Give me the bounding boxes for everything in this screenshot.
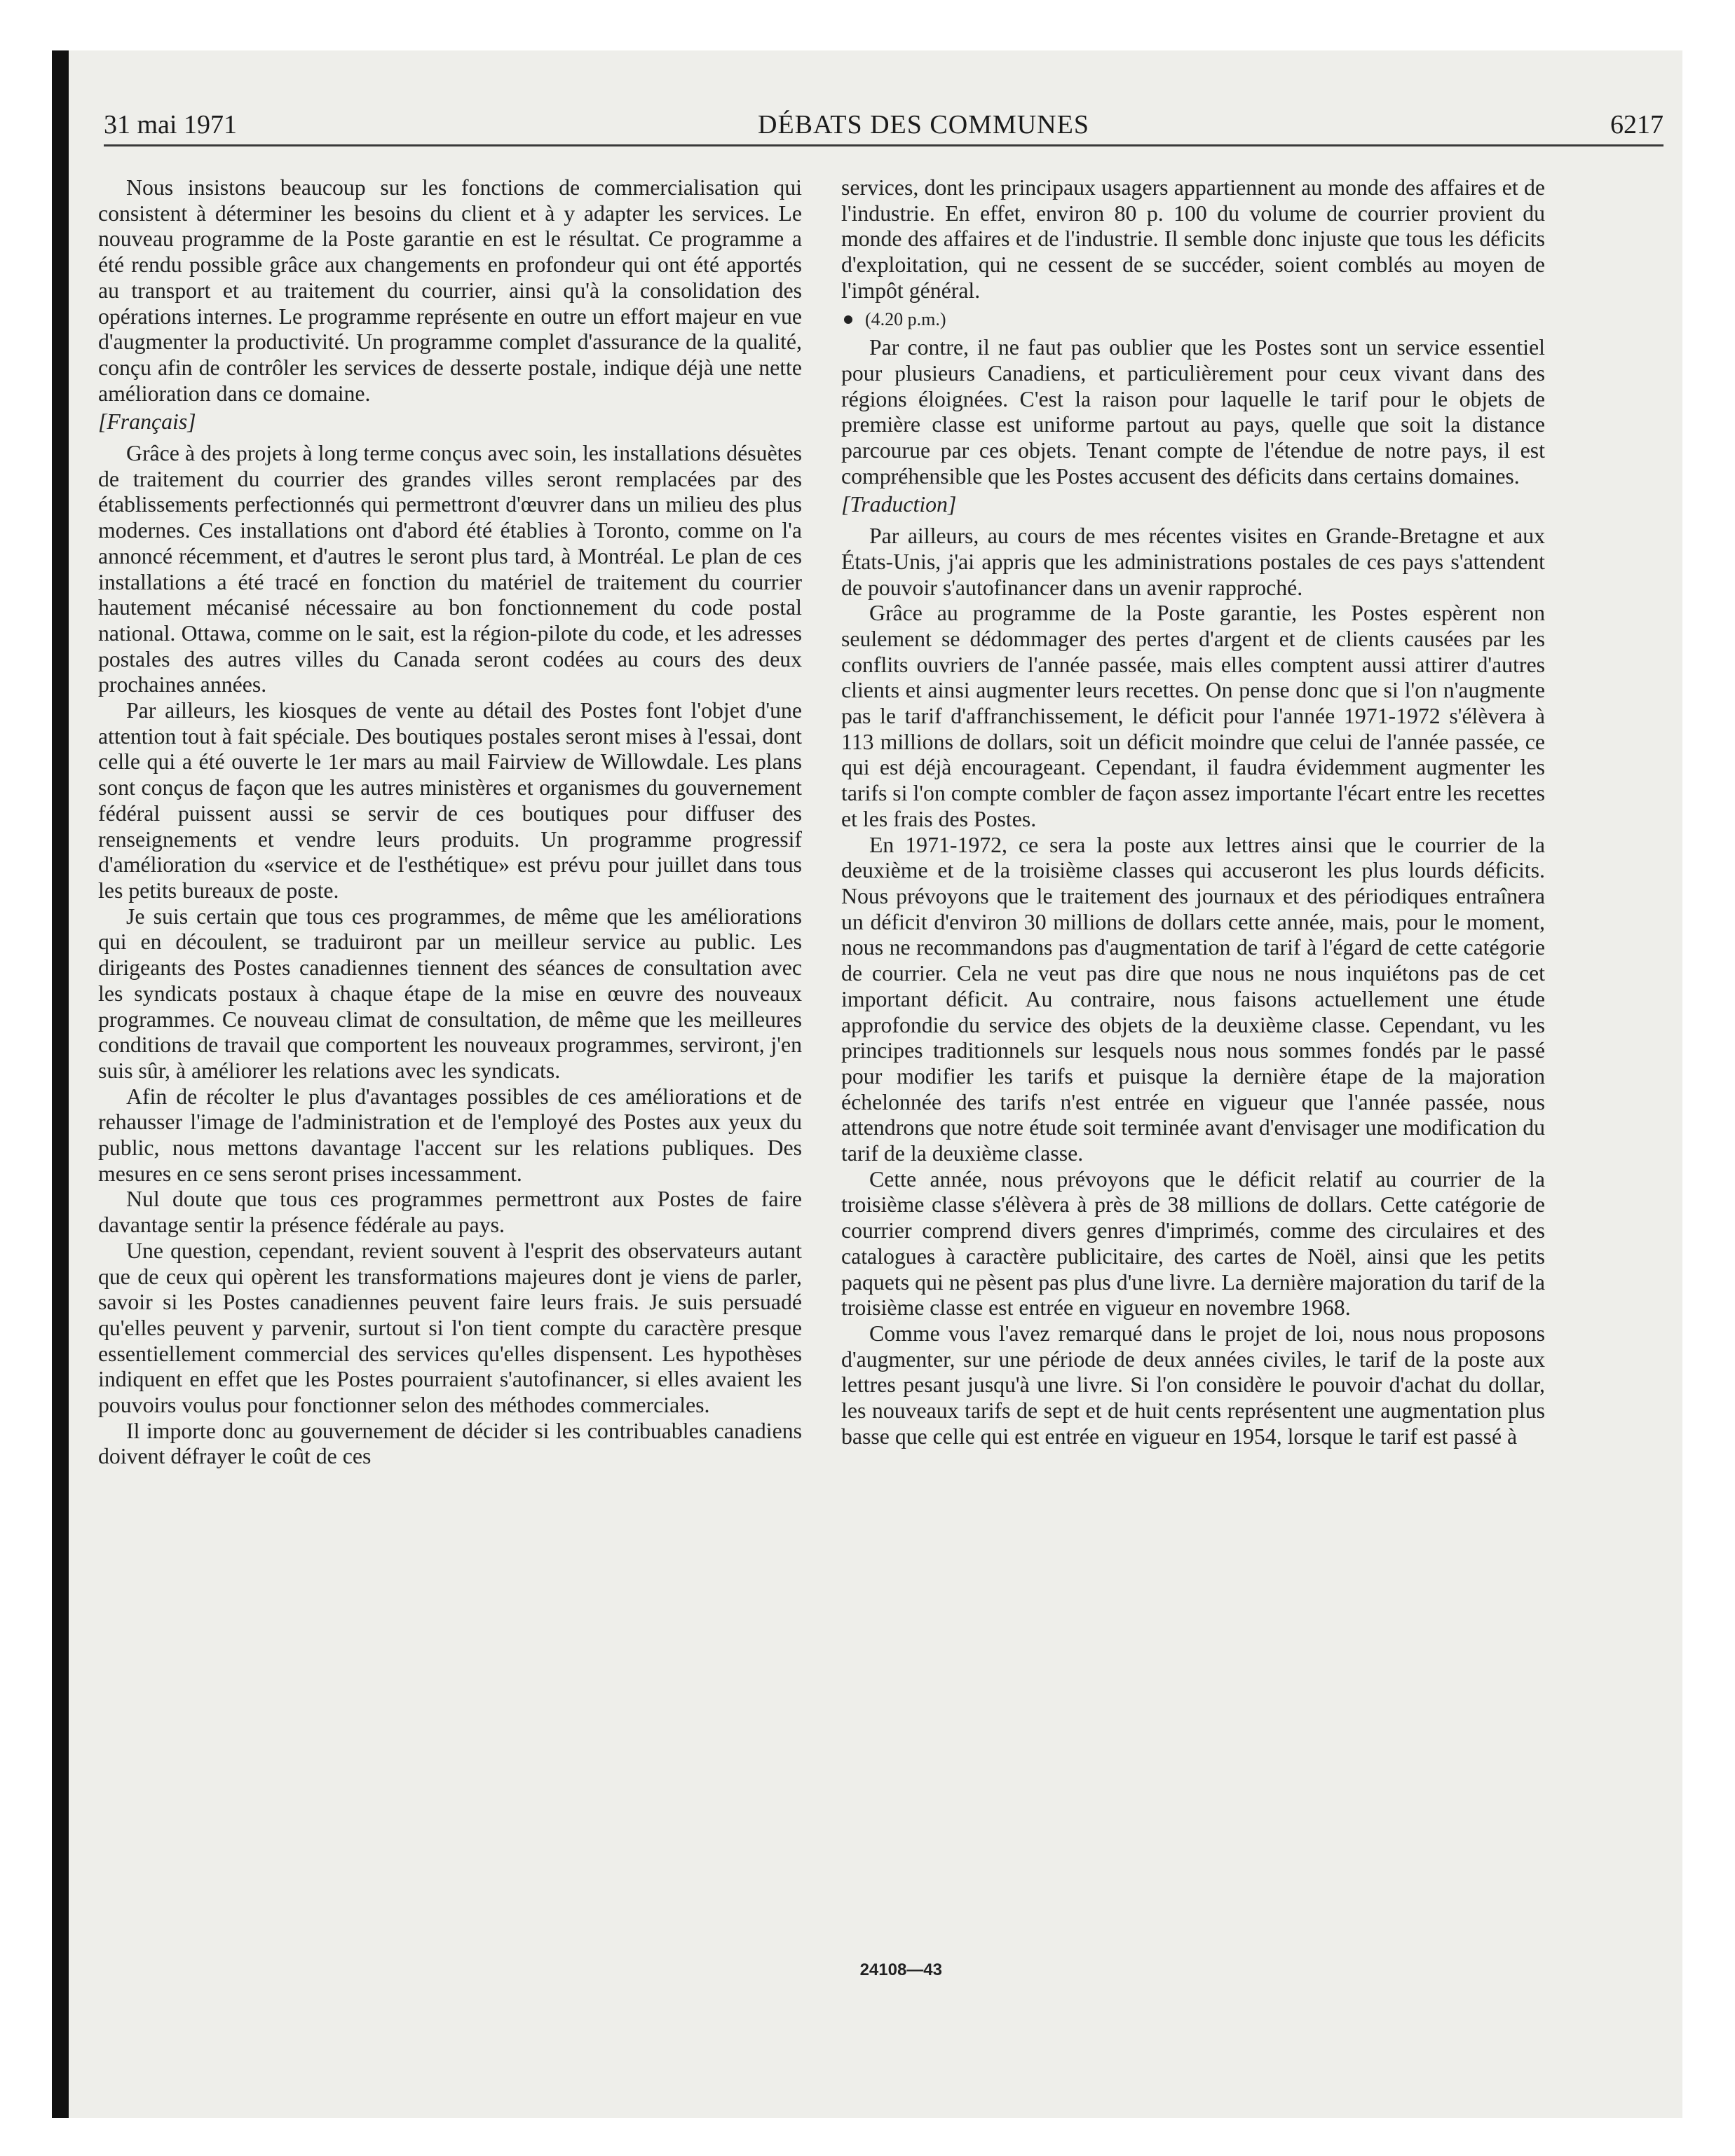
- language-tag-traduction: [Traduction]: [841, 492, 957, 517]
- header-title: DÉBATS DES COMMUNES: [758, 110, 1089, 139]
- paragraph: Grâce au programme de la Poste garantie, les Postes espèrent non seulement se dédommager des pertes d'argent et de clients causées par les conflits ouvriers de l'année passée, mais elles comptent aussi attirer d'autres clients et ainsi augmenter leurs recettes. On pense donc que si l'on n'augmente pas le tarif d'affranchissement, le déficit pour l'année 1971-1972 s'élèvera à 113 millions de dollars, soit un déficit moindre que celui de l'année passée, ce qui est déjà encourageant. Cependant, il faudra évidemment augmenter les tarifs si l'on compte combler de façon assez importante l'écart entre les recettes et les frais des Postes.: [841, 601, 1545, 831]
- paragraph: Cette année, nous prévoyons que le déficit relatif au courrier de la troisième classe s'élèvera à près de 38 millions de dollars. Cette catégorie de courrier comprend divers genres d'imprimés, comme des circulaires et des catalogues à caractère publicitaire, des cartes de Noël, ainsi que les petits paquets qui ne pèsent pas plus d'une livre. La dernière majoration du tarif de la troisième classe est entrée en vigueur en novembre 1968.: [841, 1166, 1545, 1321]
- page-header: [104, 95, 1663, 146]
- header-page-number: 6217: [1610, 110, 1663, 139]
- paragraph: Grâce à des projets à long terme conçus avec soin, les installations désuètes de traitement du courrier des grandes villes seront remplacées par des établissements perfectionnés qui permettront d'œuvrer dans un milieu des plus modernes. Ces installations ont d'abord été établies à Toronto, comme on l'a annoncé récemment, et d'autres le seront plus tard, à Montréal. Le plan de ces installations a été tracé en fonction du matériel de traitement du courrier hautement mécanisé nécessaire au bon fonctionnement du code postal national. Ottawa, comme on le sait, est la région-pilote du code, et les adresses postales des autres villes du Canada seront codées au cours des deux prochaines années.: [98, 441, 802, 697]
- paragraph: Par contre, il ne faut pas oublier que les Postes sont un service essentiel pour plusieurs Canadiens, et particulièrement pour ceux vivant dans des régions éloignées. C'est la raison pour laquelle le tarif pour le objets de première classe est uniforme partout au pays, quelle que soit la distance parcourue par ces objets. Tenant compte de l'étendue de notre pays, il est compréhensible que les Postes accusent des déficits dans certains domaines.: [841, 335, 1545, 489]
- language-tag-francais: [Français]: [98, 409, 196, 435]
- scan-edge: [52, 50, 69, 2118]
- bullet-icon: [844, 315, 852, 324]
- paragraph: Une question, cependant, revient souvent à l'esprit des observateurs autant que de ceux qui opèrent les transformations majeures dont je viens de parler, savoir si les Postes canadiennes peuvent faire leurs frais. Je suis persuadé qu'elles peuvent y parvenir, surtout si l'on tient compte du caractère presque essentiellement commercial des services qu'elles dispensent. Les hypothèses indiquent en effet que les Postes pourraient s'autofinancer, si elles avaient les pouvoirs voulus pour fonctionner selon des méthodes commerciales.: [98, 1238, 802, 1418]
- right-column: [841, 175, 1545, 1449]
- paragraph: Nul doute que tous ces programmes permettront aux Postes de faire davantage sentir la présence fédérale au pays.: [98, 1187, 802, 1238]
- paragraph: Par ailleurs, les kiosques de vente au détail des Postes font l'objet d'une attention tout à fait spéciale. Des boutiques postales seront mises à l'essai, dont celle qui a été ouverte le 1er mars au mail Fairview de Willowdale. Les plans sont conçus de façon que les autres ministères et organismes du gouvernement fédéral puissent aussi se servir de ces boutiques pour diffuser des renseignements et vendre leurs produits. Un programme progressif d'amélioration du «service et de l'esthétique» est prévu pour juillet dans tous les petits bureaux de poste.: [98, 698, 802, 903]
- paragraph: Nous insistons beaucoup sur les fonctions de commercialisation qui consistent à déterminer les besoins du client et à y adapter les services. Le nouveau programme de la Poste garantie en est le résultat. Ce programme a été rendu possible grâce aux changements en profondeur qui ont été apportés au transport et au traitement du courrier, ainsi qu'à la consolidation des opérations internes. Le programme représente en outre un effort majeur en vue d'augmenter la productivité. Un programme complet d'assurance de la qualité, conçu afin de contrôler les services de desserte postale, indique déjà une nette amélioration dans ce domaine.: [98, 175, 802, 406]
- paragraph: Par ailleurs, au cours de mes récentes visites en Grande-Bretagne et aux États-Unis, j'ai appris que les administrations postales de ces pays s'attendent de pouvoir s'autofinancer dans un avenir rapproché.: [841, 524, 1545, 600]
- paragraph: En 1971-1972, ce sera la poste aux lettres ainsi que le courrier de la deuxième et de la troisième classes qui accuseront les plus lourds déficits. Nous prévoyons que le traitement des journaux et des périodiques entraînera un déficit d'environ 30 millions de dollars cette année, mais, pour le moment, nous ne recommandons pas d'augmentation de tarif à l'égard de cette catégorie de courrier. Cela ne veut pas dire que nous ne nous inquiétons pas de cet important déficit. Au contraire, nous faisons actuellement une étude approfondie du service des objets de la deuxième classe. Cependant, vu les principes traditionnels sur lesquels nous nous sommes fondés par le passé pour modifier les tarifs et puisque la dernière étape de la majoration échelonnée des tarifs n'est entrée en vigueur que l'année passée, nous attendrons que notre étude soit terminée avant d'envisager une modification du tarif de la deuxième classe.: [841, 832, 1545, 1166]
- header-date: 31 mai 1971: [104, 110, 237, 139]
- left-column: [98, 175, 802, 1470]
- time-marker-text: (4.20 p.m.): [865, 308, 946, 329]
- paragraph: Comme vous l'avez remarqué dans le projet de loi, nous nous proposons d'augmenter, sur une période de deux années civiles, le tarif de la poste aux lettres pesant jusqu'à une livre. Si l'on considère le pouvoir d'achat du dollar, les nouveaux tarifs de sept et de huit cents représentent une augmentation plus basse que celle qui est entrée en vigueur en 1954, lorsque le tarif est passé à: [841, 1321, 1545, 1449]
- footer-code: 24108—43: [859, 1960, 942, 1979]
- time-marker: [841, 307, 1545, 333]
- paragraph: Je suis certain que tous ces programmes, de même que les améliorations qui en découlent, se traduiront par un meilleur service au public. Les dirigeants des Postes canadiennes tiennent des séances de consultation avec les syndicats postaux à chaque étape de la mise en œuvre des nouveaux programmes. Ce nouveau climat de consultation, de même que les meilleures conditions de travail que comportent les nouveaux programmes, serviront, j'en suis sûr, à améliorer les relations avec les syndicats.: [98, 903, 802, 1083]
- paragraph: Afin de récolter le plus d'avantages possibles de ces améliorations et de rehausser l'image de l'administration et de l'employé des Postes aux yeux du public, nous mettons davantage l'accent sur les relations publiques. Des mesures en ce sens seront prises incessamment.: [98, 1084, 802, 1186]
- paragraph: services, dont les principaux usagers appartiennent au monde des affaires et de l'industrie. En effet, environ 80 p. 100 du volume de courrier provient du monde des affaires et de l'industrie. Il semble donc injuste que tous les déficits d'exploitation, qui ne cessent de se succéder, soient comblés au moyen de l'impôt général.: [841, 175, 1545, 303]
- paragraph: Il importe donc au gouvernement de décider si les contribuables canadiens doivent défrayer le coût de ces: [98, 1418, 802, 1469]
